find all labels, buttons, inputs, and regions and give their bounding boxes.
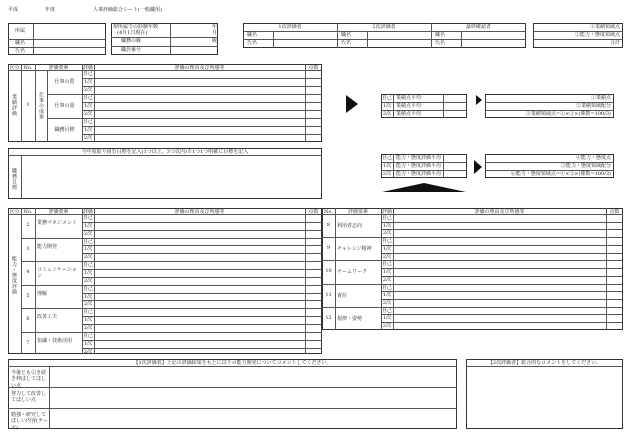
ability-reason-field[interactable] (394, 285, 605, 291)
rating-row-label: 自己 (82, 262, 93, 269)
ability-result-label: ⑤能力・態度領域配分 (560, 163, 611, 169)
comment-row-input[interactable] (50, 409, 456, 428)
era-label: 平成 (8, 7, 19, 13)
ability-result-label: ④能力・態度点 (575, 155, 611, 161)
rating-row-label: 2次 (382, 230, 392, 237)
perf-item-label: 仕事の質 (54, 79, 75, 85)
perf-element-header: 評価要素 (48, 65, 69, 71)
ability-reason-field[interactable] (95, 254, 304, 260)
summary-item2: ②能力・態度領域点 (574, 32, 620, 38)
summary-total: 合計 (609, 40, 620, 46)
comment-row-label: 勉強・研究してほしい内容(テーマ) (11, 412, 48, 431)
ability-reason-field[interactable] (95, 325, 304, 331)
rating-row-label: 自己 (82, 119, 93, 125)
perf-reason-field[interactable] (95, 95, 304, 101)
ability-item-no: 4 (26, 269, 30, 276)
ability-score-field[interactable] (607, 238, 622, 244)
perf-reason-field[interactable] (95, 87, 304, 93)
ability-reason-field[interactable] (394, 238, 605, 244)
summary-item1: ①業績領域点 (589, 24, 620, 30)
ability-item-label: チャレンジ精神 (337, 246, 372, 253)
second-comment-input[interactable] (467, 367, 622, 428)
ability-item-no: 5 (26, 292, 30, 299)
perf-score-field[interactable] (306, 135, 321, 141)
ability-reason-field[interactable] (394, 300, 605, 306)
ability-calc-avg-label: 能力・態度評価平均 (396, 155, 442, 161)
ability-item-label: 改善工夫 (37, 314, 58, 321)
tenure-label: 現所属での経験年数 (113, 24, 159, 30)
affiliation-label: 所属 (15, 28, 26, 34)
evaluator-final-header: 最終確認者 (465, 24, 491, 30)
ability-calc-value[interactable] (444, 163, 466, 169)
staff-no-label: 職員番号 (121, 47, 142, 53)
ability-score-field[interactable] (607, 315, 622, 321)
evaluator-second-name: 氏名 (341, 40, 352, 46)
ability-reason-field[interactable] (95, 278, 304, 284)
evaluator-first-header: 1次評価者 (278, 24, 302, 30)
ability-right-rating-header: 評価 (381, 209, 392, 215)
rating-row-label: 自己 (381, 261, 392, 268)
rating-row-label: 2次 (83, 135, 93, 141)
perf-calc-avg-label: 業績点平均 (396, 111, 422, 117)
ability-score-field[interactable] (306, 341, 321, 347)
comment-row-label: 努力して改善してほしい点 (11, 391, 47, 404)
ability-item-label: 業務マネジメント (37, 220, 77, 226)
perf-no-header: No. (23, 65, 33, 71)
rating-row-label: 2次 (83, 230, 93, 237)
perf-rating-header: 評価 (82, 65, 93, 71)
perf-score-field[interactable] (306, 95, 321, 101)
ability-item-label: 規律・姿勢 (337, 315, 363, 322)
perf-score-field[interactable] (306, 79, 321, 85)
evaluator-second-position: 職名 (341, 32, 352, 38)
perf-reason-field[interactable] (95, 119, 304, 125)
perf-score-field[interactable] (306, 87, 321, 93)
ability-score-field[interactable] (306, 317, 321, 323)
ability-score-field[interactable] (306, 262, 321, 268)
ability-right-element-header: 評価要素 (347, 209, 368, 215)
perf-group-label: 仕事の成果 (38, 92, 44, 120)
ability-reason-field[interactable] (394, 323, 605, 329)
perf-calc-value[interactable] (444, 111, 466, 117)
rating-row-label: 自己 (381, 307, 392, 314)
ability-reason-field[interactable] (95, 294, 304, 300)
ability-reason-field[interactable] (95, 246, 304, 252)
perf-score-field[interactable] (306, 103, 321, 109)
evaluator-first-position: 職名 (247, 32, 258, 38)
ability-item-label: コミュニケーション (37, 267, 77, 280)
ability-score-field[interactable] (306, 215, 321, 221)
rating-row-label: 2次 (83, 111, 93, 117)
rating-row-label: 1次 (83, 127, 93, 133)
ability-reason-header: 評価の理由及び所感等 (174, 209, 225, 215)
ability-reason-field[interactable] (394, 308, 605, 314)
ability-score-field[interactable] (306, 286, 321, 292)
perf-calc-avg-label: 業績点平均 (396, 95, 422, 101)
ability-score-header: 点数 (308, 209, 319, 215)
goals-title: 今年度取り組む目標を記入(1つ以上、3つ以内)※1つ1つ明確に目標を記入 (81, 149, 249, 155)
perf-category-label: 業績評価 (11, 94, 17, 116)
ability-reason-field[interactable] (95, 301, 304, 307)
ability-score-field[interactable] (306, 270, 321, 276)
position-label: 職名 (15, 40, 26, 46)
ability-reason-field[interactable] (394, 215, 605, 221)
perf-item-label: 仕事の量 (54, 103, 75, 109)
ability-result-label: ⑥能力・態度領域点=④×⑤×(係数=100/3) (510, 171, 611, 177)
ability-right-reason-header: 評価の理由及び所感等 (474, 209, 525, 215)
perf-score-field[interactable] (306, 71, 321, 77)
ability-reason-field[interactable] (95, 309, 304, 315)
perf-calc-row-label: 自己 (381, 95, 392, 101)
page-title: 人事評価総合シート(一般職用) (93, 7, 162, 13)
ability-reason-field[interactable] (95, 239, 304, 245)
rating-row-label: 1次 (382, 222, 392, 229)
perf-reason-field[interactable] (95, 135, 304, 141)
ability-reason-field[interactable] (394, 261, 605, 267)
ability-reason-field[interactable] (95, 231, 304, 237)
ability-element-header: 評価要素 (48, 209, 69, 215)
ability-score-field[interactable] (607, 277, 622, 283)
ability-reason-field[interactable] (95, 317, 304, 323)
rating-row-label: 2次 (83, 325, 93, 332)
rating-row-label: 1次 (83, 270, 93, 277)
ability-calc-row-label: 自己 (381, 155, 392, 161)
ability-item-label: チームワーク (337, 269, 368, 276)
ability-item-no: 6 (26, 316, 30, 323)
perf-calc-value[interactable] (444, 95, 466, 101)
name-label: 氏名 (15, 48, 26, 54)
evaluator-final-name: 氏名 (435, 40, 446, 46)
perf-item-label: 職務目標 (54, 127, 75, 133)
perf-score-field[interactable] (306, 111, 321, 117)
perf-section-header: 区分 (9, 65, 20, 71)
rating-row-label: 2次 (83, 348, 93, 355)
ability-score-field[interactable] (607, 285, 622, 291)
perf-reason-field[interactable] (95, 71, 304, 77)
asof-label: (4月1日現在) (117, 30, 148, 36)
ability-score-field[interactable] (306, 239, 321, 245)
rating-row-label: 1次 (382, 245, 392, 252)
ability-score-field[interactable] (607, 323, 622, 329)
rating-row-label: 1次 (83, 103, 93, 109)
ability-score-field[interactable] (306, 301, 321, 307)
evaluator-final-position: 職名 (435, 32, 446, 38)
ability-calc-avg-label: 能力・態度評価平均 (396, 163, 442, 169)
ability-reason-field[interactable] (95, 286, 304, 292)
ability-item-no: 11 (325, 291, 332, 298)
perf-calc-row-label: 2次 (382, 111, 392, 117)
tenure-unit: 年 (212, 24, 218, 30)
perf-score-field[interactable] (306, 119, 321, 125)
ability-reason-field[interactable] (95, 349, 304, 355)
evaluator-second-header: 2次評価者 (372, 24, 396, 30)
ability-reason-field[interactable] (394, 246, 605, 252)
arrow-right-icon (476, 95, 482, 105)
rating-row-label: 自己 (82, 71, 93, 77)
ability-reason-field[interactable] (95, 262, 304, 268)
rating-row-label: 1次 (83, 246, 93, 253)
ability-calc-avg-label: 能力・態度評価平均 (396, 171, 442, 177)
ability-reason-field[interactable] (95, 215, 304, 221)
perf-score-header: 点数 (308, 65, 319, 71)
rating-row-label: 1次 (83, 222, 93, 229)
rating-row-label: 自己 (381, 238, 392, 245)
ability-score-field[interactable] (306, 294, 321, 300)
ability-reason-field[interactable] (394, 223, 605, 229)
goals-input[interactable] (22, 156, 321, 198)
rating-row-label: 1次 (83, 340, 93, 347)
ability-score-field[interactable] (306, 333, 321, 339)
rating-row-label: 自己 (381, 215, 392, 221)
perf-reason-header: 評価の理由及び所感等 (174, 65, 225, 71)
rating-row-label: 1次 (382, 292, 392, 299)
ability-rating-header: 評価 (82, 209, 93, 215)
ability-item-label: 利用者志向 (337, 223, 363, 229)
rating-row-label: 2次 (83, 301, 93, 308)
year-label: 年度 (45, 7, 56, 13)
name-field[interactable] (34, 48, 105, 54)
rating-row-label: 1次 (83, 79, 93, 85)
ability-no-header: No. (23, 209, 33, 215)
ability-item-label: 責任 (337, 292, 348, 299)
rating-row-label: 自己 (82, 95, 93, 101)
ability-score-field[interactable] (607, 215, 622, 221)
ability-score-field[interactable] (607, 230, 622, 236)
perf-calc-value[interactable] (444, 103, 466, 109)
comment-row-input[interactable] (50, 388, 456, 407)
grade-label: 職務の級 (121, 38, 142, 44)
ability-reason-field[interactable] (394, 269, 605, 275)
rating-row-label: 1次 (382, 269, 392, 276)
perf-reason-field[interactable] (95, 127, 304, 133)
rating-row-label: 自己 (82, 332, 93, 339)
ability-calc-row-label: 1次 (382, 163, 392, 169)
ability-score-field[interactable] (306, 246, 321, 252)
rating-row-label: 2次 (382, 300, 392, 307)
arrow-right-icon (346, 95, 358, 113)
ability-item-label: 知識・技術活用 (37, 337, 73, 344)
perf-reason-field[interactable] (95, 79, 304, 85)
ability-score-field[interactable] (607, 300, 622, 306)
rating-row-label: 2次 (83, 254, 93, 261)
ability-score-field[interactable] (607, 308, 622, 314)
affiliation-field[interactable] (34, 24, 105, 38)
ability-calc-row-label: 2次 (382, 171, 392, 177)
perf-calc-avg-label: 業績点平均 (396, 103, 422, 109)
ability-score-field[interactable] (607, 254, 622, 260)
ability-score-field[interactable] (306, 325, 321, 331)
ability-score-field[interactable] (607, 246, 622, 252)
ability-score-field[interactable] (306, 231, 321, 237)
ability-category-label: 能力・態度評価 (11, 256, 17, 295)
ability-section-header: 区分 (9, 209, 20, 215)
perf-reason-field[interactable] (95, 103, 304, 109)
ability-reason-field[interactable] (95, 341, 304, 347)
ability-item-no: 2 (26, 222, 30, 228)
arrow-right-icon (474, 160, 482, 174)
ability-item-no: 9 (326, 245, 331, 252)
ability-score-field[interactable] (306, 223, 321, 229)
ability-item-label: 能力開発 (37, 243, 58, 250)
goals-side-label: 職務目標 (11, 168, 17, 190)
rating-row-label: 2次 (83, 277, 93, 284)
position-field[interactable] (34, 40, 105, 46)
ability-score-field[interactable] (607, 292, 622, 298)
rating-row-label: 自己 (82, 215, 93, 221)
rating-row-label: 2次 (382, 323, 392, 330)
perf-calc-row-label: 1次 (382, 103, 392, 109)
rating-row-label: 1次 (83, 317, 93, 324)
ability-score-field[interactable] (306, 278, 321, 284)
ability-item-no: 8 (326, 222, 331, 228)
ability-score-field[interactable] (306, 254, 321, 260)
ability-item-no: 3 (26, 245, 30, 252)
rating-row-label: 自己 (82, 309, 93, 316)
ability-reason-field[interactable] (95, 223, 304, 229)
perf-score-field[interactable] (306, 127, 321, 133)
ability-calc-value[interactable] (444, 155, 466, 161)
ability-reason-field[interactable] (394, 277, 605, 283)
month-unit: 月 (212, 30, 218, 36)
ability-reason-field[interactable] (394, 315, 605, 321)
comment-row-input[interactable] (50, 367, 456, 386)
rating-row-label: 1次 (83, 293, 93, 300)
ability-right-score-header: 点数 (609, 209, 620, 215)
ability-item-label: 理解 (37, 290, 48, 297)
ability-reason-field[interactable] (394, 254, 605, 260)
rating-row-label: 2次 (83, 87, 93, 93)
ability-calc-value[interactable] (444, 171, 466, 177)
ability-reason-field[interactable] (95, 270, 304, 276)
rating-row-label: 自己 (82, 238, 93, 245)
first-comment-title: 【1次評価者】上記の評価結果をもとに以下の能力開発についてコメントしてください。 (133, 360, 332, 366)
ability-reason-field[interactable] (394, 292, 605, 298)
ability-reason-field[interactable] (394, 230, 605, 236)
perf-result-label: ③業績領域点=①×②×(係数=100/3) (525, 111, 611, 117)
rating-row-label: 2次 (382, 253, 392, 260)
ability-right-no-header: No. (324, 209, 333, 215)
rating-row-label: 2次 (382, 276, 392, 283)
perf-result-label: ②業績領域配分 (575, 103, 611, 109)
ability-reason-field[interactable] (95, 333, 304, 339)
ability-score-field[interactable] (607, 261, 622, 267)
ability-score-field[interactable] (607, 223, 622, 229)
second-comment-title: 【2次評価者】総合的なコメントをしてください。 (487, 360, 602, 366)
evaluator-first-name: 氏名 (247, 40, 258, 46)
ability-score-field[interactable] (306, 349, 321, 355)
perf-reason-field[interactable] (95, 111, 304, 117)
grade-unit: 級 (212, 38, 218, 44)
ability-score-field[interactable] (306, 309, 321, 315)
perf-item-no: 1 (26, 102, 30, 108)
ability-score-field[interactable] (607, 269, 622, 275)
ability-item-no: 7 (26, 339, 30, 346)
ability-item-no: 12 (325, 314, 332, 321)
perf-result-label: ①業績点 (590, 95, 611, 101)
rating-row-label: 1次 (382, 315, 392, 322)
comment-row-label: 今後とも引き続き伸ばしてほしい点 (11, 370, 47, 389)
rating-row-label: 自己 (381, 284, 392, 291)
ability-item-no: 10 (325, 268, 332, 275)
rating-row-label: 自己 (82, 285, 93, 292)
arrow-up-icon (382, 183, 466, 192)
